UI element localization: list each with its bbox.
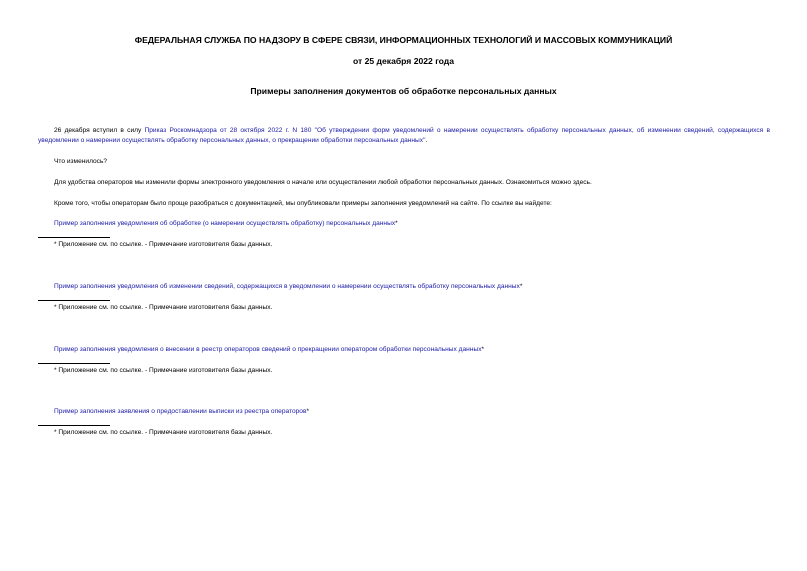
footnote-text: * Приложение см. по ссылке. - Примечание изготовителя базы данных. [54, 367, 273, 374]
footnote-marker: * [481, 346, 485, 353]
footnote-divider [38, 300, 110, 301]
intro-lead-text: 26 декабря вступил в силу [54, 127, 145, 134]
footnote-marker: * [395, 220, 398, 227]
example-link-notification[interactable] [54, 219, 398, 229]
organization-heading: ФЕДЕРАЛЬНАЯ СЛУЖБА ПО НАДЗОРУ В СФЕРЕ СВЯЗИ, ИНФОРМАЦИОННЫХ ТЕХНОЛОГИЙ И МАССОВЫХ КОММУНИКАЦИЙ [134, 35, 673, 45]
document-title: Примеры заполнения документов об обработке персональных данных [250, 86, 557, 96]
example-link-text[interactable]: Пример заполнения уведомления об обработке (о намерении осуществлять обработку) персональных данных [54, 220, 396, 227]
order-link[interactable]: Приказ Роскомнадзора от 28 октября 2022 г. N 180 "Об утверждении форм уведомлений о намерении осуществлять обработку персональных данных, об изменении сведений, содержащихся в уведомлении о намерении осуществлять обработку персональных данных, о прекращении обработки персональных данных" [38, 127, 770, 144]
footnote-text: * Приложение см. по ссылке. - Примечание изготовителя базы данных. [54, 429, 273, 436]
footnote-text: * Приложение см. по ссылке. - Примечание изготовителя базы данных. [54, 304, 273, 311]
example-link-registry-extract[interactable] [54, 407, 309, 417]
example-link-termination[interactable] [54, 345, 484, 355]
example-link-change[interactable] [54, 282, 522, 292]
example-link-text[interactable]: Пример заполнения заявления о предоставлении выписки из реестра операторов [54, 408, 307, 415]
footnote-divider [38, 363, 110, 364]
document-date: от 25 декабря 2022 года [352, 56, 455, 66]
examples-paragraph: Кроме того, чтобы операторам было проще разобраться с документацией, мы опубликовали примеры заполнения уведомлений на сайте. По ссылке вы найдете: [54, 200, 552, 207]
example-link-text[interactable]: Пример заполнения уведомления о внесении в реестр операторов сведений о прекращении оператором обработки персональных данных [54, 346, 482, 353]
forms-paragraph: Для удобства операторов мы изменили формы электронного уведомления о начале или осуществлении любой обработки персональных данных. Ознакомиться можно здесь. [54, 179, 592, 186]
question-paragraph: Что изменилось? [54, 158, 108, 165]
footnote-text: * Приложение см. по ссылке. - Примечание изготовителя базы данных. [54, 241, 273, 248]
footnote-marker: * [519, 283, 523, 290]
footnote-marker: * [306, 408, 310, 415]
intro-paragraph [38, 126, 770, 146]
intro-end-text: . [425, 137, 428, 144]
example-link-text[interactable]: Пример заполнения уведомления об изменении сведений, содержащихся в уведомлении о намерении осуществлять обработку персональных данных [54, 283, 520, 290]
footnote-divider [38, 425, 110, 426]
footnote-divider [38, 237, 110, 238]
